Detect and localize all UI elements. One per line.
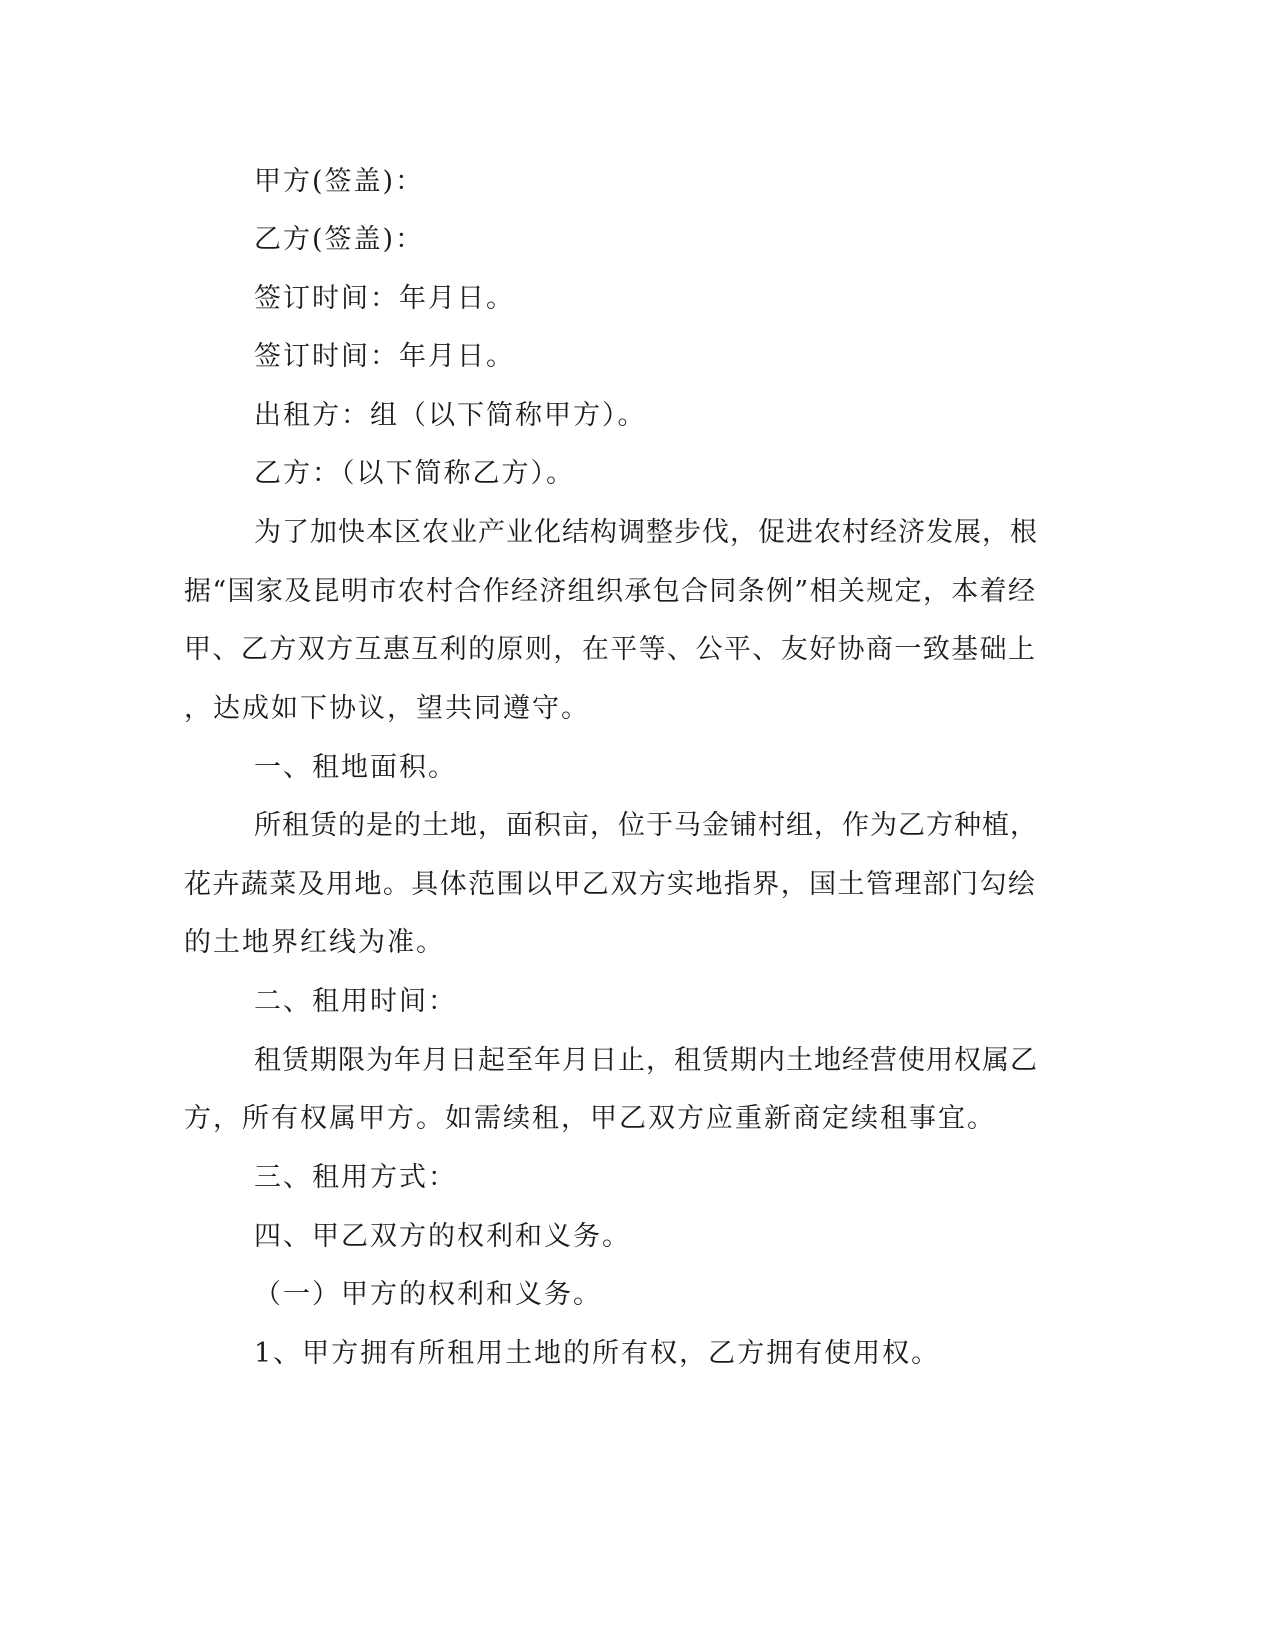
area-paragraph-line: 花卉蔬菜及用地。具体范围以甲乙双方实地指界，国土管理部门勾绘	[184, 869, 1036, 900]
party-b-line: 乙方：（以下简称乙方）。	[254, 458, 575, 489]
term-paragraph-line: 租赁期限为年月日起至年月日止，租赁期内土地经营使用权属乙	[254, 1045, 1038, 1076]
signing-date-line: 签订时间：年月日。	[254, 283, 515, 314]
signing-date-line-2: 签订时间：年月日。	[254, 341, 515, 372]
party-a-signature-line: 甲方(签盖)：	[254, 166, 425, 197]
intro-paragraph-line: 甲、乙方双方互惠互利的原则，在平等、公平、友好协商一致基础上	[184, 634, 1036, 665]
section-heading-area: 一、租地面积。	[254, 752, 457, 783]
list-item: 1、甲方拥有所租用土地的所有权，乙方拥有使用权。	[254, 1338, 941, 1369]
section-heading-method: 三、租用方式：	[254, 1162, 457, 1193]
intro-paragraph-line: 为了加快本区农业产业化结构调整步伐，促进农村经济发展，根	[254, 517, 1038, 548]
area-paragraph-line: 的土地界红线为准。	[184, 927, 445, 958]
party-b-signature-line: 乙方(签盖)：	[254, 224, 425, 255]
subsection-heading-party-a: （一）甲方的权利和义务。	[254, 1279, 602, 1310]
intro-paragraph-line: ，达成如下协议，望共同遵守。	[184, 693, 590, 724]
area-paragraph-line: 所租赁的是的土地，面积亩，位于马金铺村组，作为乙方种植，	[254, 810, 1038, 841]
term-paragraph-line: 方，所有权属甲方。如需续租，甲乙双方应重新商定续租事宜。	[184, 1103, 996, 1134]
section-heading-time: 二、租用时间：	[254, 986, 457, 1017]
section-heading-rights: 四、甲乙双方的权利和义务。	[254, 1221, 631, 1252]
lessor-line: 出租方：组（以下简称甲方）。	[254, 400, 647, 431]
intro-paragraph-line: 据“国家及昆明市农村合作经济组织承包合同条例”相关规定，本着经	[184, 576, 1036, 607]
